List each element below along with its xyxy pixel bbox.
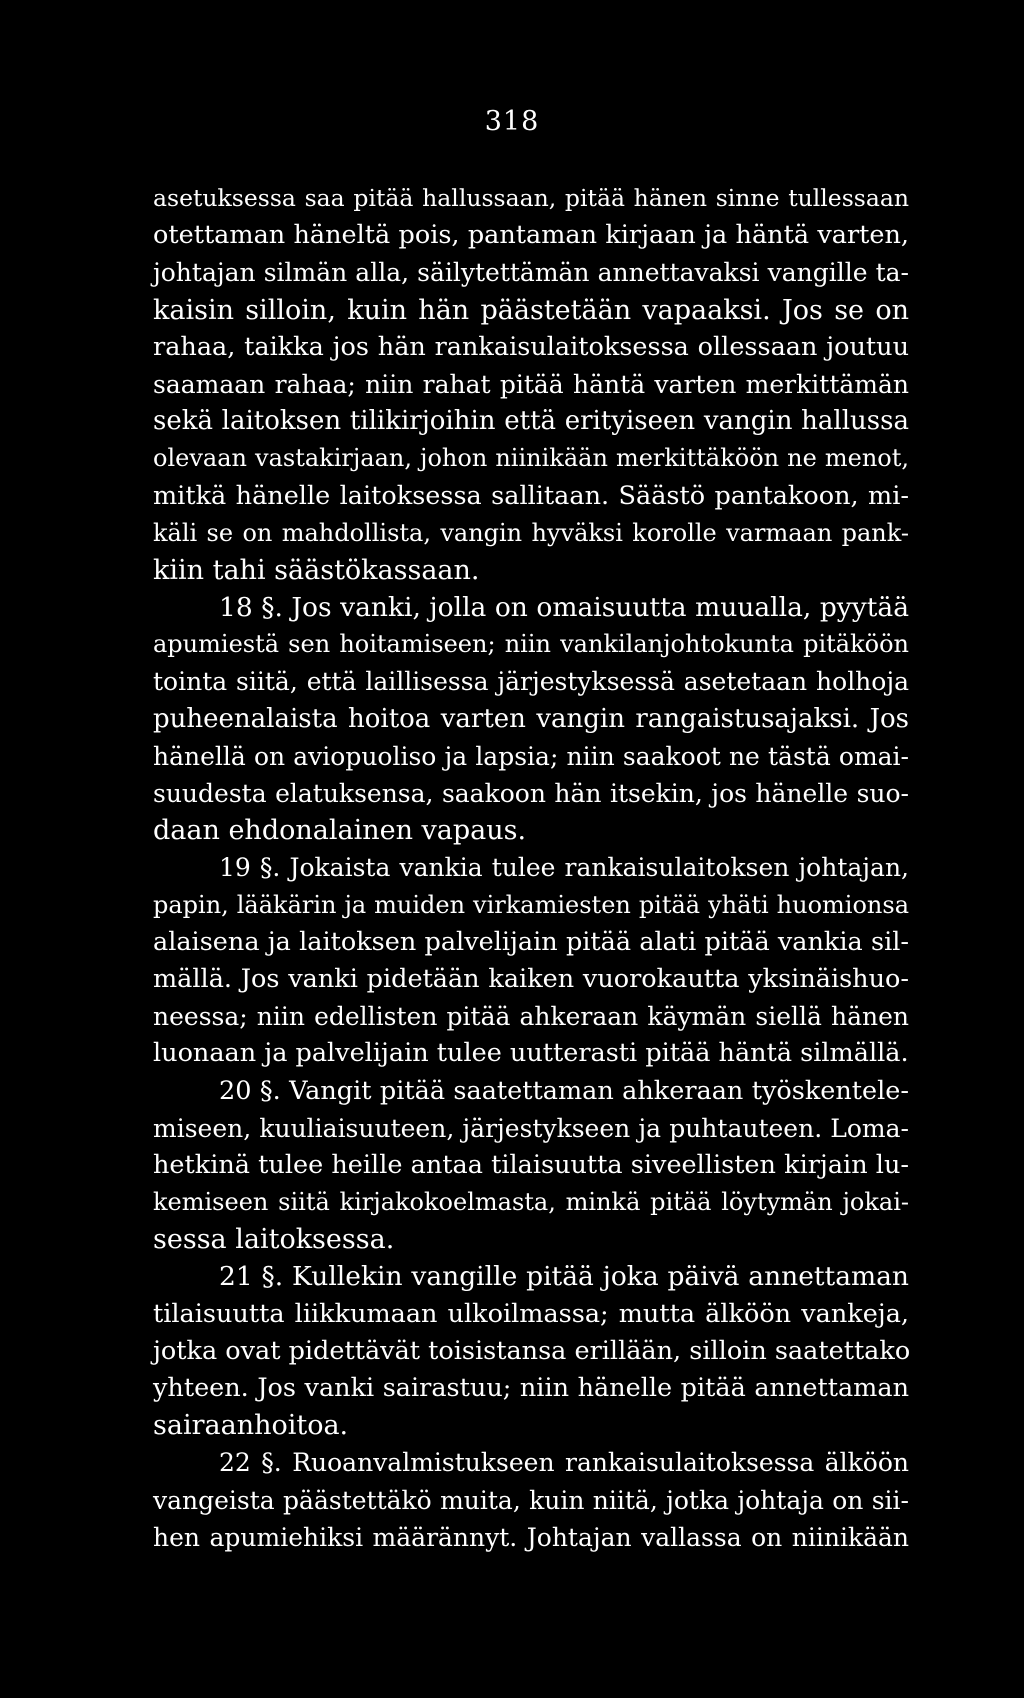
text-line: 21 §. Kullekin vangille pitää joka päivä annettaman [219,1261,909,1293]
text-line: mitkä hänelle laitoksessa sallitaan. Säästö pantakoon, mi- [153,480,909,511]
text-line: suudesta elatuksensa, saakoon hän itsekin, jos hänelle suo- [153,779,909,808]
text-line: luonaan ja palvelijain tulee uutterasti pitää häntä silmällä. [153,1038,909,1069]
text-line: tilaisuutta liikkumaan ulkoilmassa; mutta älköön vankeja, [153,1298,909,1329]
text-line: alaisena ja laitoksen palvelijain pitää alati pitää vankia sil- [153,926,909,957]
text-line: miseen, kuuliaisuuteen, järjestykseen ja puhtauteen. Loma- [153,1113,909,1143]
text-line: kiin tahi säästökassaan. [153,554,480,586]
text-line: asetuksessa saa pitää hallussaan, pitää hänen sinne tullessaan [153,184,909,212]
text-line: vangeista päästettäkö muita, kuin niitä, jotka johtaja on sii- [153,1485,909,1515]
text-line: hänellä on aviopuoliso ja lapsia; niin saakoot ne tästä omai- [153,741,909,771]
text-line: sessa laitoksessa. [153,1224,395,1256]
text-line: 19 §. Jokaista vankia tulee rankaisulaitoksen johtajan, [219,853,909,883]
text-line: 20 §. Vangit pitää saatettaman ahkeraan työskentele- [219,1075,909,1106]
text-line: jotka ovat pidettävät toisistansa erillään, silloin saatettako [153,1335,911,1366]
text-line: johtajan silmän alla, säilytettämän annettavaksi vangille ta- [153,258,909,288]
text-line: rahaa, taikka jos hän rankaisulaitoksessa ollessaan joutuu [153,331,909,362]
text-line: mällä. Jos vanki pidetään kaiken vuorokautta yksinäishuo- [153,963,909,994]
text-line: olevaan vastakirjaan, johon niinikään merkittäköön ne menot, [153,444,909,473]
text-line: sekä laitoksen tilikirjoihin että erityiseen vangin hallussa [153,406,909,437]
text-line: yhteen. Jos vanki sairastuu; niin hänelle pitää annettaman [153,1373,909,1403]
text-line: käli se on mahdollista, vangin hyväksi korolle varmaan pank- [153,518,909,547]
text-line: neessa; niin edellisten pitää ahkeraan käymän siellä hänen [153,1002,909,1032]
text-line: kemiseen siitä kirjakokoelmasta, minkä pitää löytymän jokai- [153,1188,909,1217]
body-text [153,180,909,1556]
text-line: apumiestä sen hoitamiseen; niin vankilanjohtokunta pitäköön [153,630,909,659]
text-line: otettaman häneltä pois, pantaman kirjaan ja häntä varten, [153,220,909,251]
text-line: 18 §. Jos vanki, jolla on omaisuutta muualla, pyytää [219,592,909,624]
text-line: hetkinä tulee heille antaa tilaisuutta siveellisten kirjain lu- [153,1149,909,1180]
text-line: hen apumiehiksi määrännyt. Johtajan vallassa on niinikään [153,1522,909,1552]
text-line: saamaan rahaa; niin rahat pitää häntä varten merkittämän [153,369,909,399]
text-line: daan ehdonalainen vapaus. [153,815,527,847]
text-line: tointa siitä, että laillisessa järjestyksessä asetetaan holhoja [153,667,909,697]
text-line: kaisin silloin, kuin hän päästetään vapaaksi. Jos se on [153,294,909,326]
text-line: sairaanhoitoa. [153,1410,349,1442]
text-line: puheenalaista hoitoa varten vangin rangaistusajaksi. Jos [153,703,909,734]
text-line: 22 §. Ruoanvalmistukseen rankaisulaitoksessa älköön [219,1448,909,1478]
page-number: 318 [484,106,540,137]
text-line: papin, lääkärin ja muiden virkamiesten pitää yhäti huomionsa [153,890,909,919]
